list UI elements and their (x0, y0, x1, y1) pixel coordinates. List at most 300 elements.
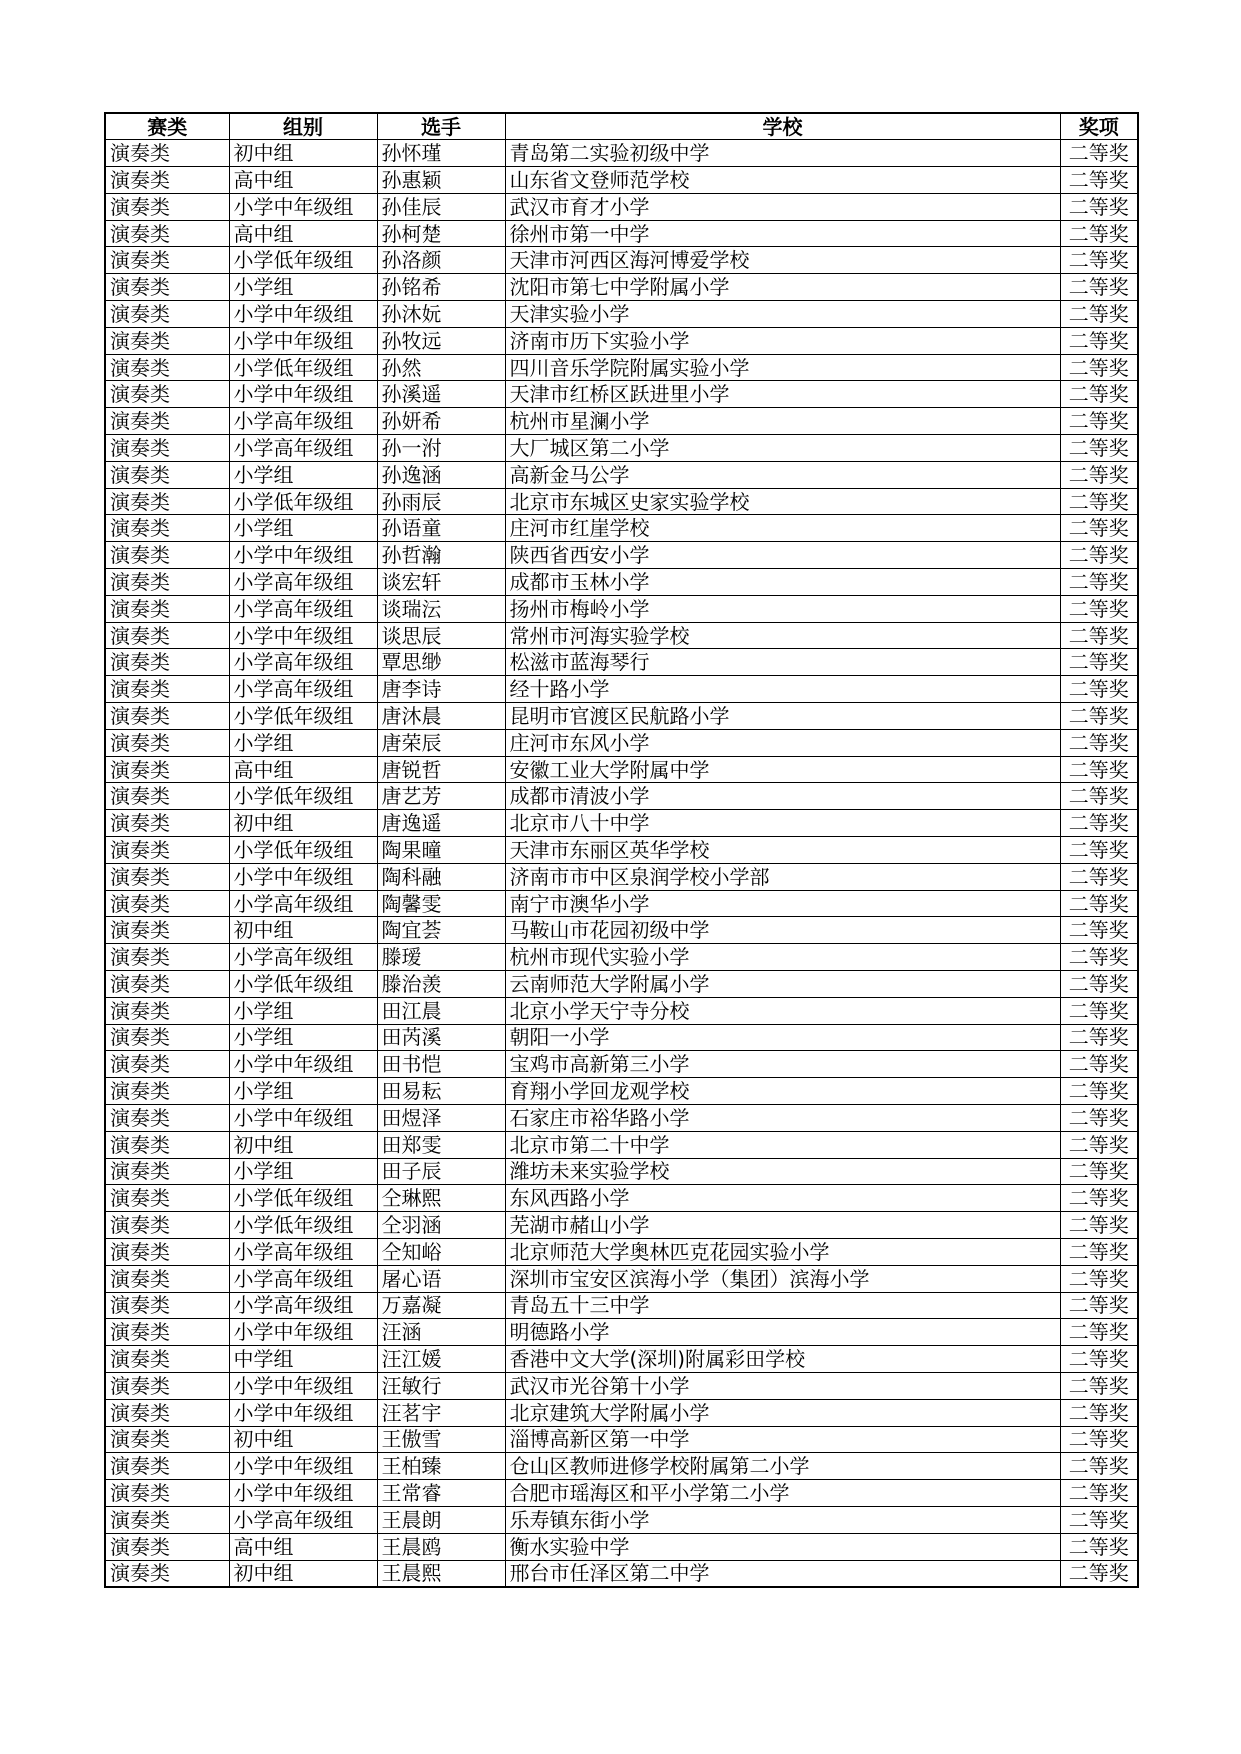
cell-group: 小学高年级组 (229, 676, 377, 703)
table-row (105, 1158, 1138, 1185)
cell-group: 小学低年级组 (229, 354, 377, 381)
cell-group: 小学组 (229, 1024, 377, 1051)
cell-group: 小学高年级组 (229, 890, 377, 917)
table-row (105, 1426, 1138, 1453)
cell-contestant: 田芮溪 (377, 1024, 505, 1051)
table-row (105, 1024, 1138, 1051)
cell-group: 小学组 (229, 997, 377, 1024)
cell-award: 二等奖 (1060, 997, 1138, 1024)
table-row (105, 1506, 1138, 1533)
cell-award: 二等奖 (1060, 1158, 1138, 1185)
cell-group: 小学高年级组 (229, 569, 377, 596)
award-table (104, 112, 1139, 1588)
cell-school: 成都市清波小学 (505, 783, 1060, 810)
cell-category: 演奏类 (105, 917, 229, 944)
cell-group: 高中组 (229, 756, 377, 783)
cell-contestant: 田煜泽 (377, 1104, 505, 1131)
cell-school: 武汉市光谷第十小学 (505, 1372, 1060, 1399)
cell-school: 乐寿镇东街小学 (505, 1506, 1060, 1533)
cell-group: 小学中年级组 (229, 1051, 377, 1078)
table-row (105, 1078, 1138, 1105)
cell-school: 大厂城区第二小学 (505, 435, 1060, 462)
cell-award: 二等奖 (1060, 1212, 1138, 1239)
cell-school: 马鞍山市花园初级中学 (505, 917, 1060, 944)
table-row (105, 1104, 1138, 1131)
cell-category: 演奏类 (105, 435, 229, 462)
table-row (105, 1560, 1138, 1587)
cell-school: 高新金马公学 (505, 461, 1060, 488)
cell-group: 中学组 (229, 1346, 377, 1373)
cell-contestant: 孙逸涵 (377, 461, 505, 488)
cell-contestant: 王晨朗 (377, 1506, 505, 1533)
cell-contestant: 孙然 (377, 354, 505, 381)
cell-award: 二等奖 (1060, 1024, 1138, 1051)
cell-contestant: 孙雨辰 (377, 488, 505, 515)
table-row (105, 917, 1138, 944)
cell-contestant: 谈宏轩 (377, 569, 505, 596)
cell-school: 青岛五十三中学 (505, 1292, 1060, 1319)
cell-award: 二等奖 (1060, 863, 1138, 890)
cell-contestant: 万嘉凝 (377, 1292, 505, 1319)
cell-school: 沈阳市第七中学附属小学 (505, 274, 1060, 301)
cell-group: 小学中年级组 (229, 1319, 377, 1346)
cell-group: 初中组 (229, 810, 377, 837)
cell-contestant: 孙惠颖 (377, 167, 505, 194)
cell-award: 二等奖 (1060, 488, 1138, 515)
cell-school: 南宁市澳华小学 (505, 890, 1060, 917)
cell-award: 二等奖 (1060, 1238, 1138, 1265)
cell-contestant: 孙铭希 (377, 274, 505, 301)
cell-award: 二等奖 (1060, 220, 1138, 247)
cell-contestant: 孙妍希 (377, 408, 505, 435)
cell-contestant: 孙语童 (377, 515, 505, 542)
cell-school: 济南市市中区泉润学校小学部 (505, 863, 1060, 890)
cell-category: 演奏类 (105, 1480, 229, 1507)
cell-award: 二等奖 (1060, 1453, 1138, 1480)
cell-contestant: 覃思缈 (377, 649, 505, 676)
cell-school: 徐州市第一中学 (505, 220, 1060, 247)
cell-contestant: 唐沐晨 (377, 703, 505, 730)
cell-group: 小学中年级组 (229, 542, 377, 569)
table-row (105, 944, 1138, 971)
cell-award: 二等奖 (1060, 1292, 1138, 1319)
cell-group: 初中组 (229, 1426, 377, 1453)
cell-contestant: 王晨熙 (377, 1560, 505, 1587)
table-row (105, 274, 1138, 301)
cell-category: 演奏类 (105, 461, 229, 488)
cell-category: 演奏类 (105, 1533, 229, 1560)
cell-award: 二等奖 (1060, 1319, 1138, 1346)
cell-category: 演奏类 (105, 595, 229, 622)
cell-category: 演奏类 (105, 1506, 229, 1533)
cell-category: 演奏类 (105, 1185, 229, 1212)
cell-group: 小学组 (229, 1078, 377, 1105)
table-row (105, 1319, 1138, 1346)
cell-school: 天津市红桥区跃进里小学 (505, 381, 1060, 408)
cell-contestant: 田子辰 (377, 1158, 505, 1185)
cell-category: 演奏类 (105, 783, 229, 810)
cell-school: 仓山区教师进修学校附属第二小学 (505, 1453, 1060, 1480)
cell-contestant: 孙哲瀚 (377, 542, 505, 569)
cell-group: 小学高年级组 (229, 944, 377, 971)
cell-category: 演奏类 (105, 301, 229, 328)
cell-contestant: 唐李诗 (377, 676, 505, 703)
cell-school: 宝鸡市高新第三小学 (505, 1051, 1060, 1078)
cell-group: 小学中年级组 (229, 1453, 377, 1480)
cell-award: 二等奖 (1060, 810, 1138, 837)
table-row (105, 1372, 1138, 1399)
cell-group: 小学低年级组 (229, 703, 377, 730)
cell-school: 庄河市东风小学 (505, 729, 1060, 756)
cell-school: 经十路小学 (505, 676, 1060, 703)
cell-group: 小学组 (229, 729, 377, 756)
table-row (105, 327, 1138, 354)
table-header (105, 113, 1138, 140)
cell-contestant: 屠心语 (377, 1265, 505, 1292)
table-row (105, 837, 1138, 864)
cell-group: 小学中年级组 (229, 622, 377, 649)
cell-category: 演奏类 (105, 676, 229, 703)
cell-category: 演奏类 (105, 1319, 229, 1346)
cell-group: 小学高年级组 (229, 435, 377, 462)
cell-category: 演奏类 (105, 1158, 229, 1185)
cell-contestant: 孙佳辰 (377, 193, 505, 220)
cell-school: 庄河市红崖学校 (505, 515, 1060, 542)
table-row (105, 408, 1138, 435)
cell-award: 二等奖 (1060, 944, 1138, 971)
cell-award: 二等奖 (1060, 1078, 1138, 1105)
cell-award: 二等奖 (1060, 247, 1138, 274)
table-row (105, 676, 1138, 703)
cell-group: 小学中年级组 (229, 1104, 377, 1131)
cell-award: 二等奖 (1060, 703, 1138, 730)
cell-category: 演奏类 (105, 622, 229, 649)
cell-award: 二等奖 (1060, 1185, 1138, 1212)
table-row (105, 1265, 1138, 1292)
cell-group: 小学高年级组 (229, 1506, 377, 1533)
cell-award: 二等奖 (1060, 354, 1138, 381)
cell-contestant: 王柏臻 (377, 1453, 505, 1480)
cell-contestant: 陶宜荟 (377, 917, 505, 944)
cell-school: 济南市历下实验小学 (505, 327, 1060, 354)
table-row (105, 1480, 1138, 1507)
cell-category: 演奏类 (105, 515, 229, 542)
cell-category: 演奏类 (105, 381, 229, 408)
cell-group: 小学中年级组 (229, 301, 377, 328)
cell-contestant: 孙柯楚 (377, 220, 505, 247)
cell-award: 二等奖 (1060, 301, 1138, 328)
table-row (105, 622, 1138, 649)
cell-award: 二等奖 (1060, 569, 1138, 596)
cell-contestant: 汪敏行 (377, 1372, 505, 1399)
cell-category: 演奏类 (105, 810, 229, 837)
cell-contestant: 谈瑞沄 (377, 595, 505, 622)
table-row (105, 1051, 1138, 1078)
cell-school: 合肥市瑶海区和平小学第二小学 (505, 1480, 1060, 1507)
cell-award: 二等奖 (1060, 622, 1138, 649)
cell-award: 二等奖 (1060, 461, 1138, 488)
cell-category: 演奏类 (105, 1131, 229, 1158)
cell-school: 育翔小学回龙观学校 (505, 1078, 1060, 1105)
cell-group: 初中组 (229, 1560, 377, 1587)
cell-category: 演奏类 (105, 863, 229, 890)
cell-school: 天津市东丽区英华学校 (505, 837, 1060, 864)
cell-contestant: 唐逸遥 (377, 810, 505, 837)
table-row (105, 595, 1138, 622)
table-row (105, 461, 1138, 488)
table-row (105, 783, 1138, 810)
cell-category: 演奏类 (105, 542, 229, 569)
cell-group: 小学中年级组 (229, 1399, 377, 1426)
cell-school: 扬州市梅岭小学 (505, 595, 1060, 622)
cell-contestant: 仝知峪 (377, 1238, 505, 1265)
table-row (105, 301, 1138, 328)
header-category: 赛类 (105, 113, 229, 140)
cell-school: 天津实验小学 (505, 301, 1060, 328)
cell-award: 二等奖 (1060, 1372, 1138, 1399)
table-row (105, 515, 1138, 542)
header-school: 学校 (505, 113, 1060, 140)
cell-award: 二等奖 (1060, 193, 1138, 220)
cell-award: 二等奖 (1060, 542, 1138, 569)
cell-school: 衡水实验中学 (505, 1533, 1060, 1560)
cell-group: 小学高年级组 (229, 1238, 377, 1265)
cell-school: 山东省文登师范学校 (505, 167, 1060, 194)
cell-group: 小学组 (229, 274, 377, 301)
award-list-sheet (104, 112, 1139, 1588)
cell-group: 初中组 (229, 917, 377, 944)
cell-group: 小学组 (229, 515, 377, 542)
cell-category: 演奏类 (105, 354, 229, 381)
cell-group: 小学高年级组 (229, 408, 377, 435)
header-award: 奖项 (1060, 113, 1138, 140)
table-row (105, 1453, 1138, 1480)
table-row (105, 997, 1138, 1024)
cell-contestant: 汪江媛 (377, 1346, 505, 1373)
cell-contestant: 汪茗宇 (377, 1399, 505, 1426)
cell-group: 初中组 (229, 1131, 377, 1158)
cell-group: 小学中年级组 (229, 327, 377, 354)
cell-category: 演奏类 (105, 1265, 229, 1292)
cell-group: 小学中年级组 (229, 1372, 377, 1399)
cell-group: 小学高年级组 (229, 1265, 377, 1292)
cell-school: 朝阳一小学 (505, 1024, 1060, 1051)
cell-school: 昆明市官渡区民航路小学 (505, 703, 1060, 730)
table-row (105, 649, 1138, 676)
cell-award: 二等奖 (1060, 676, 1138, 703)
cell-contestant: 滕治羡 (377, 971, 505, 998)
cell-category: 演奏类 (105, 247, 229, 274)
cell-group: 小学高年级组 (229, 649, 377, 676)
table-row (105, 810, 1138, 837)
cell-school: 东风西路小学 (505, 1185, 1060, 1212)
header-contestant: 选手 (377, 113, 505, 140)
cell-school: 石家庄市裕华路小学 (505, 1104, 1060, 1131)
table-row (105, 193, 1138, 220)
cell-contestant: 田郑雯 (377, 1131, 505, 1158)
cell-group: 小学中年级组 (229, 863, 377, 890)
cell-school: 杭州市星澜小学 (505, 408, 1060, 435)
table-row (105, 971, 1138, 998)
cell-award: 二等奖 (1060, 1265, 1138, 1292)
cell-school: 潍坊未来实验学校 (505, 1158, 1060, 1185)
cell-contestant: 田书恺 (377, 1051, 505, 1078)
cell-group: 小学低年级组 (229, 971, 377, 998)
table-row (105, 488, 1138, 515)
cell-award: 二等奖 (1060, 917, 1138, 944)
cell-contestant: 仝琳熙 (377, 1185, 505, 1212)
table-row (105, 1533, 1138, 1560)
cell-school: 四川音乐学院附属实验小学 (505, 354, 1060, 381)
cell-award: 二等奖 (1060, 1131, 1138, 1158)
cell-category: 演奏类 (105, 944, 229, 971)
cell-award: 二等奖 (1060, 783, 1138, 810)
cell-group: 小学组 (229, 1158, 377, 1185)
table-row (105, 247, 1138, 274)
cell-group: 小学低年级组 (229, 837, 377, 864)
cell-category: 演奏类 (105, 327, 229, 354)
table-row (105, 756, 1138, 783)
table-row (105, 703, 1138, 730)
cell-award: 二等奖 (1060, 756, 1138, 783)
table-row (105, 354, 1138, 381)
cell-award: 二等奖 (1060, 140, 1138, 167)
cell-contestant: 唐荣辰 (377, 729, 505, 756)
table-row (105, 1185, 1138, 1212)
cell-category: 演奏类 (105, 1453, 229, 1480)
cell-contestant: 陶科融 (377, 863, 505, 890)
cell-school: 明德路小学 (505, 1319, 1060, 1346)
cell-group: 小学高年级组 (229, 595, 377, 622)
cell-award: 二等奖 (1060, 649, 1138, 676)
table-row (105, 435, 1138, 462)
cell-school: 香港中文大学(深圳)附属彩田学校 (505, 1346, 1060, 1373)
table-row (105, 381, 1138, 408)
cell-award: 二等奖 (1060, 327, 1138, 354)
cell-category: 演奏类 (105, 1024, 229, 1051)
cell-contestant: 王常睿 (377, 1480, 505, 1507)
cell-school: 青岛第二实验初级中学 (505, 140, 1060, 167)
cell-category: 演奏类 (105, 193, 229, 220)
table-row (105, 140, 1138, 167)
cell-category: 演奏类 (105, 997, 229, 1024)
cell-group: 高中组 (229, 1533, 377, 1560)
cell-contestant: 孙怀瑾 (377, 140, 505, 167)
cell-category: 演奏类 (105, 1372, 229, 1399)
table-row (105, 167, 1138, 194)
cell-school: 北京市东城区史家实验学校 (505, 488, 1060, 515)
cell-contestant: 唐艺芳 (377, 783, 505, 810)
table-row (105, 1212, 1138, 1239)
cell-contestant: 汪涵 (377, 1319, 505, 1346)
cell-award: 二等奖 (1060, 971, 1138, 998)
cell-category: 演奏类 (105, 488, 229, 515)
cell-category: 演奏类 (105, 220, 229, 247)
table-row (105, 890, 1138, 917)
table-row (105, 220, 1138, 247)
cell-award: 二等奖 (1060, 1480, 1138, 1507)
cell-category: 演奏类 (105, 971, 229, 998)
cell-award: 二等奖 (1060, 274, 1138, 301)
cell-award: 二等奖 (1060, 167, 1138, 194)
table-row (105, 542, 1138, 569)
cell-category: 演奏类 (105, 1346, 229, 1373)
cell-award: 二等奖 (1060, 1533, 1138, 1560)
table-row (105, 729, 1138, 756)
cell-category: 演奏类 (105, 703, 229, 730)
cell-award: 二等奖 (1060, 515, 1138, 542)
cell-category: 演奏类 (105, 1104, 229, 1131)
cell-group: 小学中年级组 (229, 193, 377, 220)
cell-category: 演奏类 (105, 1292, 229, 1319)
cell-school: 常州市河海实验学校 (505, 622, 1060, 649)
cell-contestant: 陶果曈 (377, 837, 505, 864)
cell-group: 高中组 (229, 167, 377, 194)
cell-award: 二等奖 (1060, 837, 1138, 864)
cell-category: 演奏类 (105, 1399, 229, 1426)
cell-category: 演奏类 (105, 408, 229, 435)
cell-school: 松滋市蓝海琴行 (505, 649, 1060, 676)
cell-contestant: 王傲雪 (377, 1426, 505, 1453)
cell-award: 二等奖 (1060, 1104, 1138, 1131)
cell-contestant: 孙溪遥 (377, 381, 505, 408)
cell-group: 小学低年级组 (229, 1185, 377, 1212)
cell-award: 二等奖 (1060, 1051, 1138, 1078)
cell-award: 二等奖 (1060, 435, 1138, 462)
cell-award: 二等奖 (1060, 1426, 1138, 1453)
cell-category: 演奏类 (105, 1560, 229, 1587)
cell-group: 小学低年级组 (229, 1212, 377, 1239)
table-row (105, 1238, 1138, 1265)
cell-category: 演奏类 (105, 729, 229, 756)
cell-contestant: 孙洛颜 (377, 247, 505, 274)
cell-group: 小学高年级组 (229, 1292, 377, 1319)
cell-school: 北京建筑大学附属小学 (505, 1399, 1060, 1426)
cell-category: 演奏类 (105, 274, 229, 301)
cell-category: 演奏类 (105, 569, 229, 596)
table-row (105, 1131, 1138, 1158)
cell-category: 演奏类 (105, 1051, 229, 1078)
cell-school: 安徽工业大学附属中学 (505, 756, 1060, 783)
cell-contestant: 陶馨雯 (377, 890, 505, 917)
cell-school: 成都市玉林小学 (505, 569, 1060, 596)
cell-category: 演奏类 (105, 1238, 229, 1265)
cell-category: 演奏类 (105, 837, 229, 864)
table-row (105, 569, 1138, 596)
header-group: 组别 (229, 113, 377, 140)
cell-group: 小学组 (229, 461, 377, 488)
cell-award: 二等奖 (1060, 595, 1138, 622)
cell-contestant: 滕瑷 (377, 944, 505, 971)
cell-school: 武汉市育才小学 (505, 193, 1060, 220)
cell-category: 演奏类 (105, 756, 229, 783)
cell-school: 淄博高新区第一中学 (505, 1426, 1060, 1453)
cell-group: 小学中年级组 (229, 1480, 377, 1507)
cell-school: 邢台市任泽区第二中学 (505, 1560, 1060, 1587)
cell-category: 演奏类 (105, 1078, 229, 1105)
cell-group: 高中组 (229, 220, 377, 247)
cell-school: 芜湖市赭山小学 (505, 1212, 1060, 1239)
cell-contestant: 仝羽涵 (377, 1212, 505, 1239)
table-body (105, 140, 1138, 1587)
cell-award: 二等奖 (1060, 1560, 1138, 1587)
cell-school: 北京市八十中学 (505, 810, 1060, 837)
cell-group: 小学中年级组 (229, 381, 377, 408)
table-row (105, 1292, 1138, 1319)
header-row (105, 113, 1138, 140)
cell-contestant: 田江晨 (377, 997, 505, 1024)
cell-award: 二等奖 (1060, 729, 1138, 756)
